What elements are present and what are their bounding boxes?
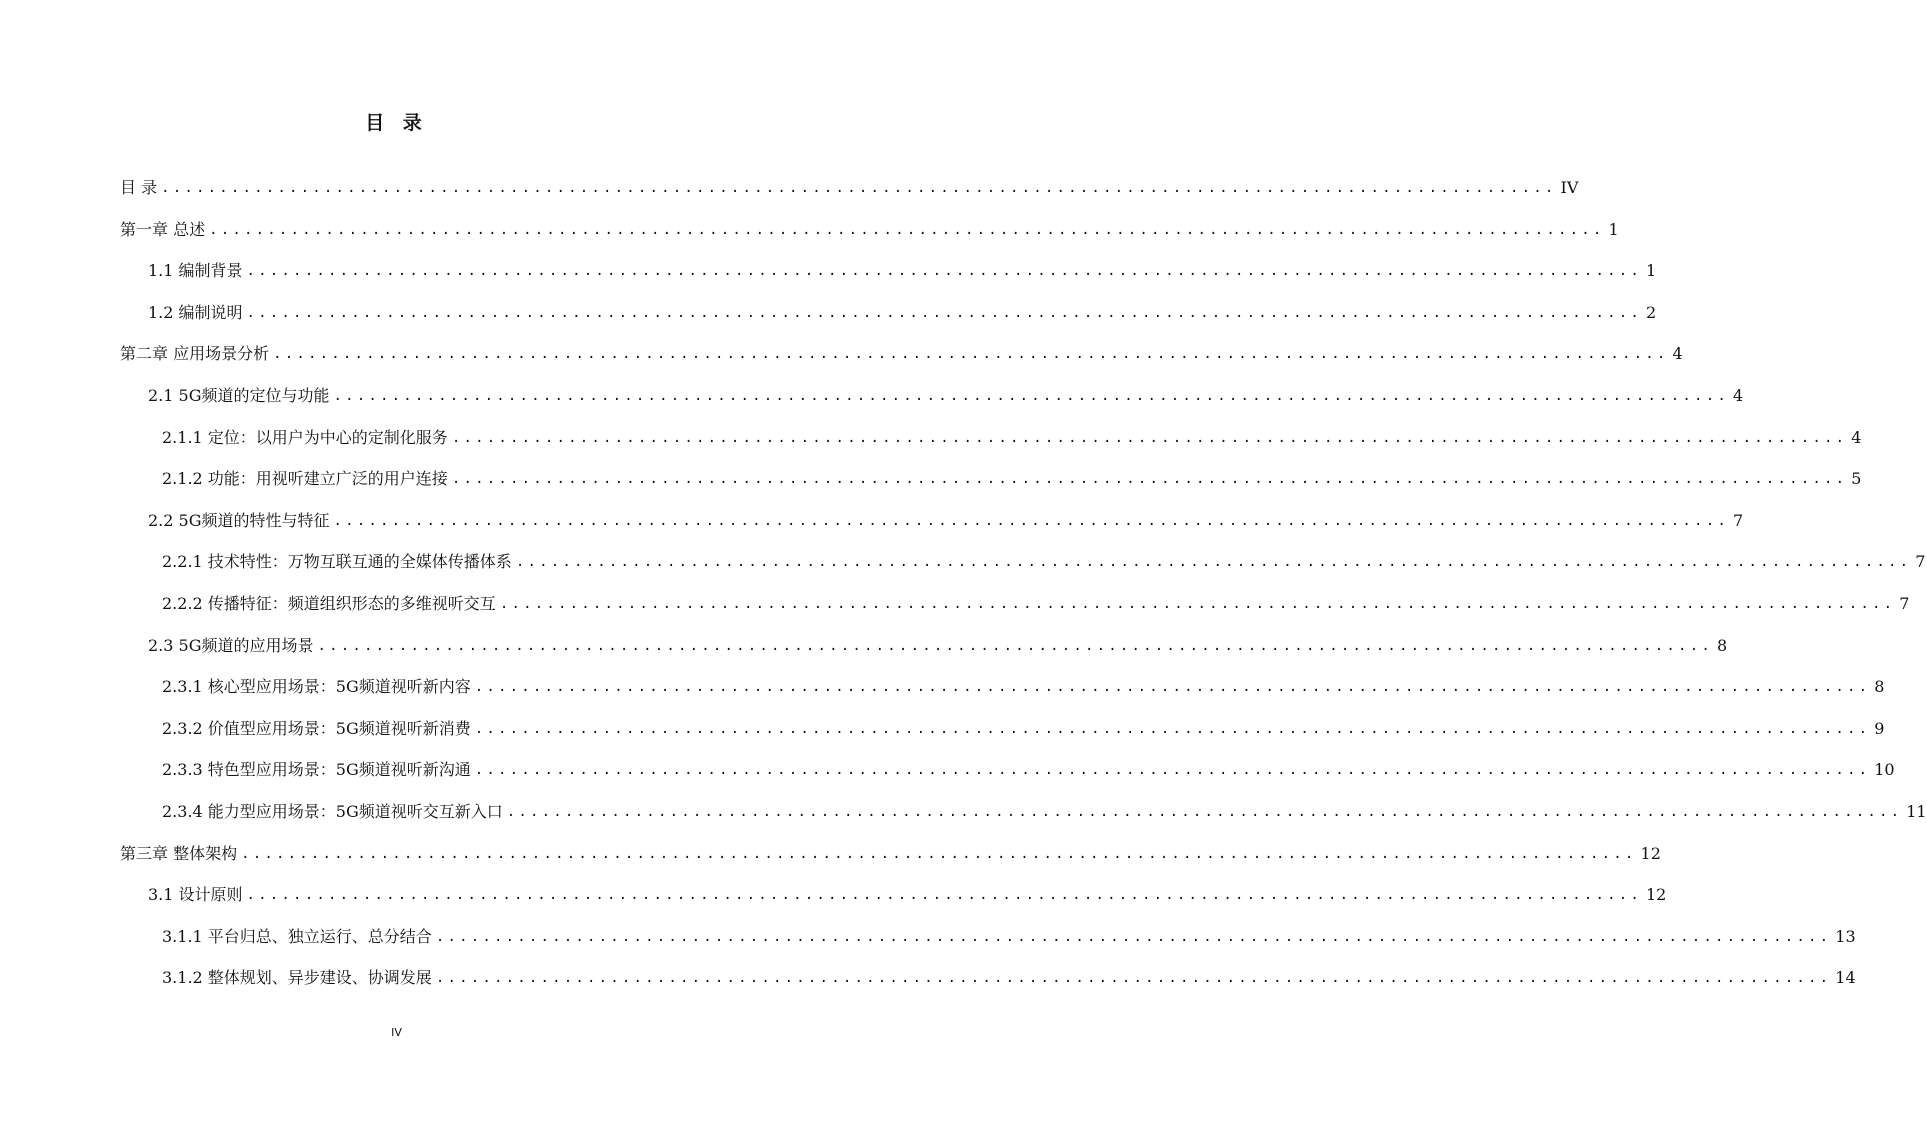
toc-entry-page-number: 7: [1899, 594, 1910, 613]
toc-dot-leader: ........................................................................................................................: [499, 596, 1896, 612]
toc-entry-page-number: 11: [1906, 802, 1927, 821]
toc-entry-label: 3.1.2 整体规划、异步建设、协调发展: [162, 968, 432, 988]
toc-dot-leader: ........................................................................................................................: [246, 304, 1642, 321]
toc-entry-label: 2.3.4 能力型应用场景：5G频道视听交互新入口: [162, 802, 503, 821]
toc-entry-label: 第三章 整体架构: [120, 843, 238, 863]
toc-entry-page-number: 4: [1732, 386, 1744, 405]
toc-dot-leader: ........................................................................................................................: [333, 512, 1729, 529]
toc-entry-label: 3.1 设计原则: [148, 885, 243, 905]
toc-entry[interactable]: [162, 750, 1895, 790]
toc-dot-leader: ........................................................................................................................: [515, 554, 1912, 571]
toc-entry[interactable]: [162, 459, 1862, 499]
toc-entry[interactable]: [162, 792, 1927, 832]
toc-entry[interactable]: [162, 667, 1885, 707]
toc-entry-page-number: 5: [1851, 469, 1862, 489]
toc-entry-page-number: 4: [1672, 344, 1683, 364]
toc-entry-label: 2.1.1 定位：以用户为中心的定制化服务: [162, 427, 448, 447]
toc-dot-leader: ........................................................................................................................: [333, 388, 1729, 404]
toc-entry-label: 3.1.1 平台归总、独立运行、总分结合: [162, 926, 432, 946]
toc-entry[interactable]: [162, 542, 1926, 582]
toc-entry-label: 2.1.2 功能：用视听建立广泛的用户连接: [162, 469, 448, 489]
toc-entry[interactable]: [162, 418, 1862, 458]
toc-entry-page-number: 7: [1732, 510, 1744, 530]
toc-dot-leader: ........................................................................................................................: [474, 762, 1871, 779]
toc-dot-leader: ........................................................................................................................: [273, 346, 1669, 363]
toc-entry-label: 2.3.3 特色型应用场景：5G频道视听新沟通: [162, 760, 471, 780]
toc-dot-leader: ........................................................................................................................: [435, 928, 1832, 945]
toc-entry[interactable]: [148, 875, 1667, 915]
toc-dot-leader: ........................................................................................................................: [451, 429, 1848, 446]
toc-dot-leader: ........................................................................................................................: [435, 970, 1832, 987]
toc-dot-leader: ........................................................................................................................: [246, 263, 1642, 280]
toc-entry[interactable]: [148, 251, 1657, 291]
toc-entry[interactable]: [120, 168, 1579, 208]
toc-dot-leader: ........................................................................................................................: [241, 845, 1637, 862]
toc-entry-page-number: 10: [1874, 760, 1895, 780]
toc-entry-page-number: 13: [1835, 926, 1856, 946]
toc-entry-label: 2.3.2 价值型应用场景：5G频道视听新消费: [162, 718, 471, 738]
toc-entry-label: 2.1 5G频道的定位与功能: [148, 386, 330, 405]
toc-dot-leader: ........................................................................................................................: [506, 804, 1903, 820]
toc-entry[interactable]: [162, 958, 1856, 998]
toc-entry-page-number: 12: [1646, 885, 1667, 905]
toc-entry-page-number: 9: [1874, 718, 1885, 738]
toc-entry-page-number: 4: [1851, 427, 1862, 447]
toc-entry-label: 2.2.2 传播特征：频道组织形态的多维视听交互: [162, 594, 496, 613]
toc-dot-leader: ........................................................................................................................: [474, 679, 1871, 696]
toc-entry-page-number: IV: [1560, 178, 1579, 197]
toc-entry-label: 目 录: [120, 178, 158, 197]
toc-entry-label: 2.2 5G频道的特性与特征: [148, 510, 330, 530]
toc-dot-leader: ........................................................................................................................: [474, 720, 1871, 737]
toc-entry[interactable]: [162, 584, 1910, 624]
toc-entry-page-number: 14: [1835, 968, 1856, 988]
toc-entry[interactable]: [148, 501, 1744, 541]
toc-entry-label: 1.1 编制背景: [148, 261, 243, 281]
toc-entry-page-number: 8: [1716, 635, 1728, 655]
toc-entry[interactable]: [120, 334, 1683, 374]
toc-entry[interactable]: [148, 626, 1728, 666]
toc-entry-label: 2.3.1 核心型应用场景：5G频道视听新内容: [162, 677, 471, 697]
toc-entry-page-number: 12: [1640, 843, 1661, 863]
toc-entry-label: 1.2 编制说明: [148, 302, 243, 322]
toc-entry[interactable]: [148, 293, 1657, 333]
toc-entry-page-number: 8: [1874, 677, 1885, 697]
toc-entry-label: 2.2.1 技术特性：万物互联互通的全媒体传播体系: [162, 552, 512, 572]
toc-dot-leader: ........................................................................................................................: [246, 887, 1642, 904]
footer-page-number: IV: [391, 1026, 402, 1039]
toc-entry[interactable]: [162, 917, 1856, 957]
toc-entry-page-number: 1: [1608, 219, 1619, 239]
page-title: 目 录: [365, 112, 428, 134]
toc-dot-leader: ........................................................................................................................: [451, 471, 1848, 488]
toc-dot-leader: ........................................................................................................................: [161, 180, 1557, 196]
toc-entry-page-number: 7: [1915, 552, 1926, 572]
toc-entry-label: 2.3 5G频道的应用场景: [148, 635, 314, 655]
toc-dot-leader: ........................................................................................................................: [317, 637, 1713, 654]
toc-entry-label: 第一章 总述: [120, 219, 206, 239]
toc-entry-page-number: 1: [1646, 261, 1657, 281]
toc-dot-leader: ........................................................................................................................: [209, 221, 1605, 238]
toc-entry-page-number: 2: [1646, 302, 1657, 322]
toc-entry-label: 第二章 应用场景分析: [120, 344, 270, 364]
toc-entry[interactable]: [162, 709, 1885, 749]
toc-entry[interactable]: [120, 210, 1619, 250]
toc-entry[interactable]: [148, 376, 1744, 416]
toc-entry[interactable]: [120, 834, 1661, 874]
